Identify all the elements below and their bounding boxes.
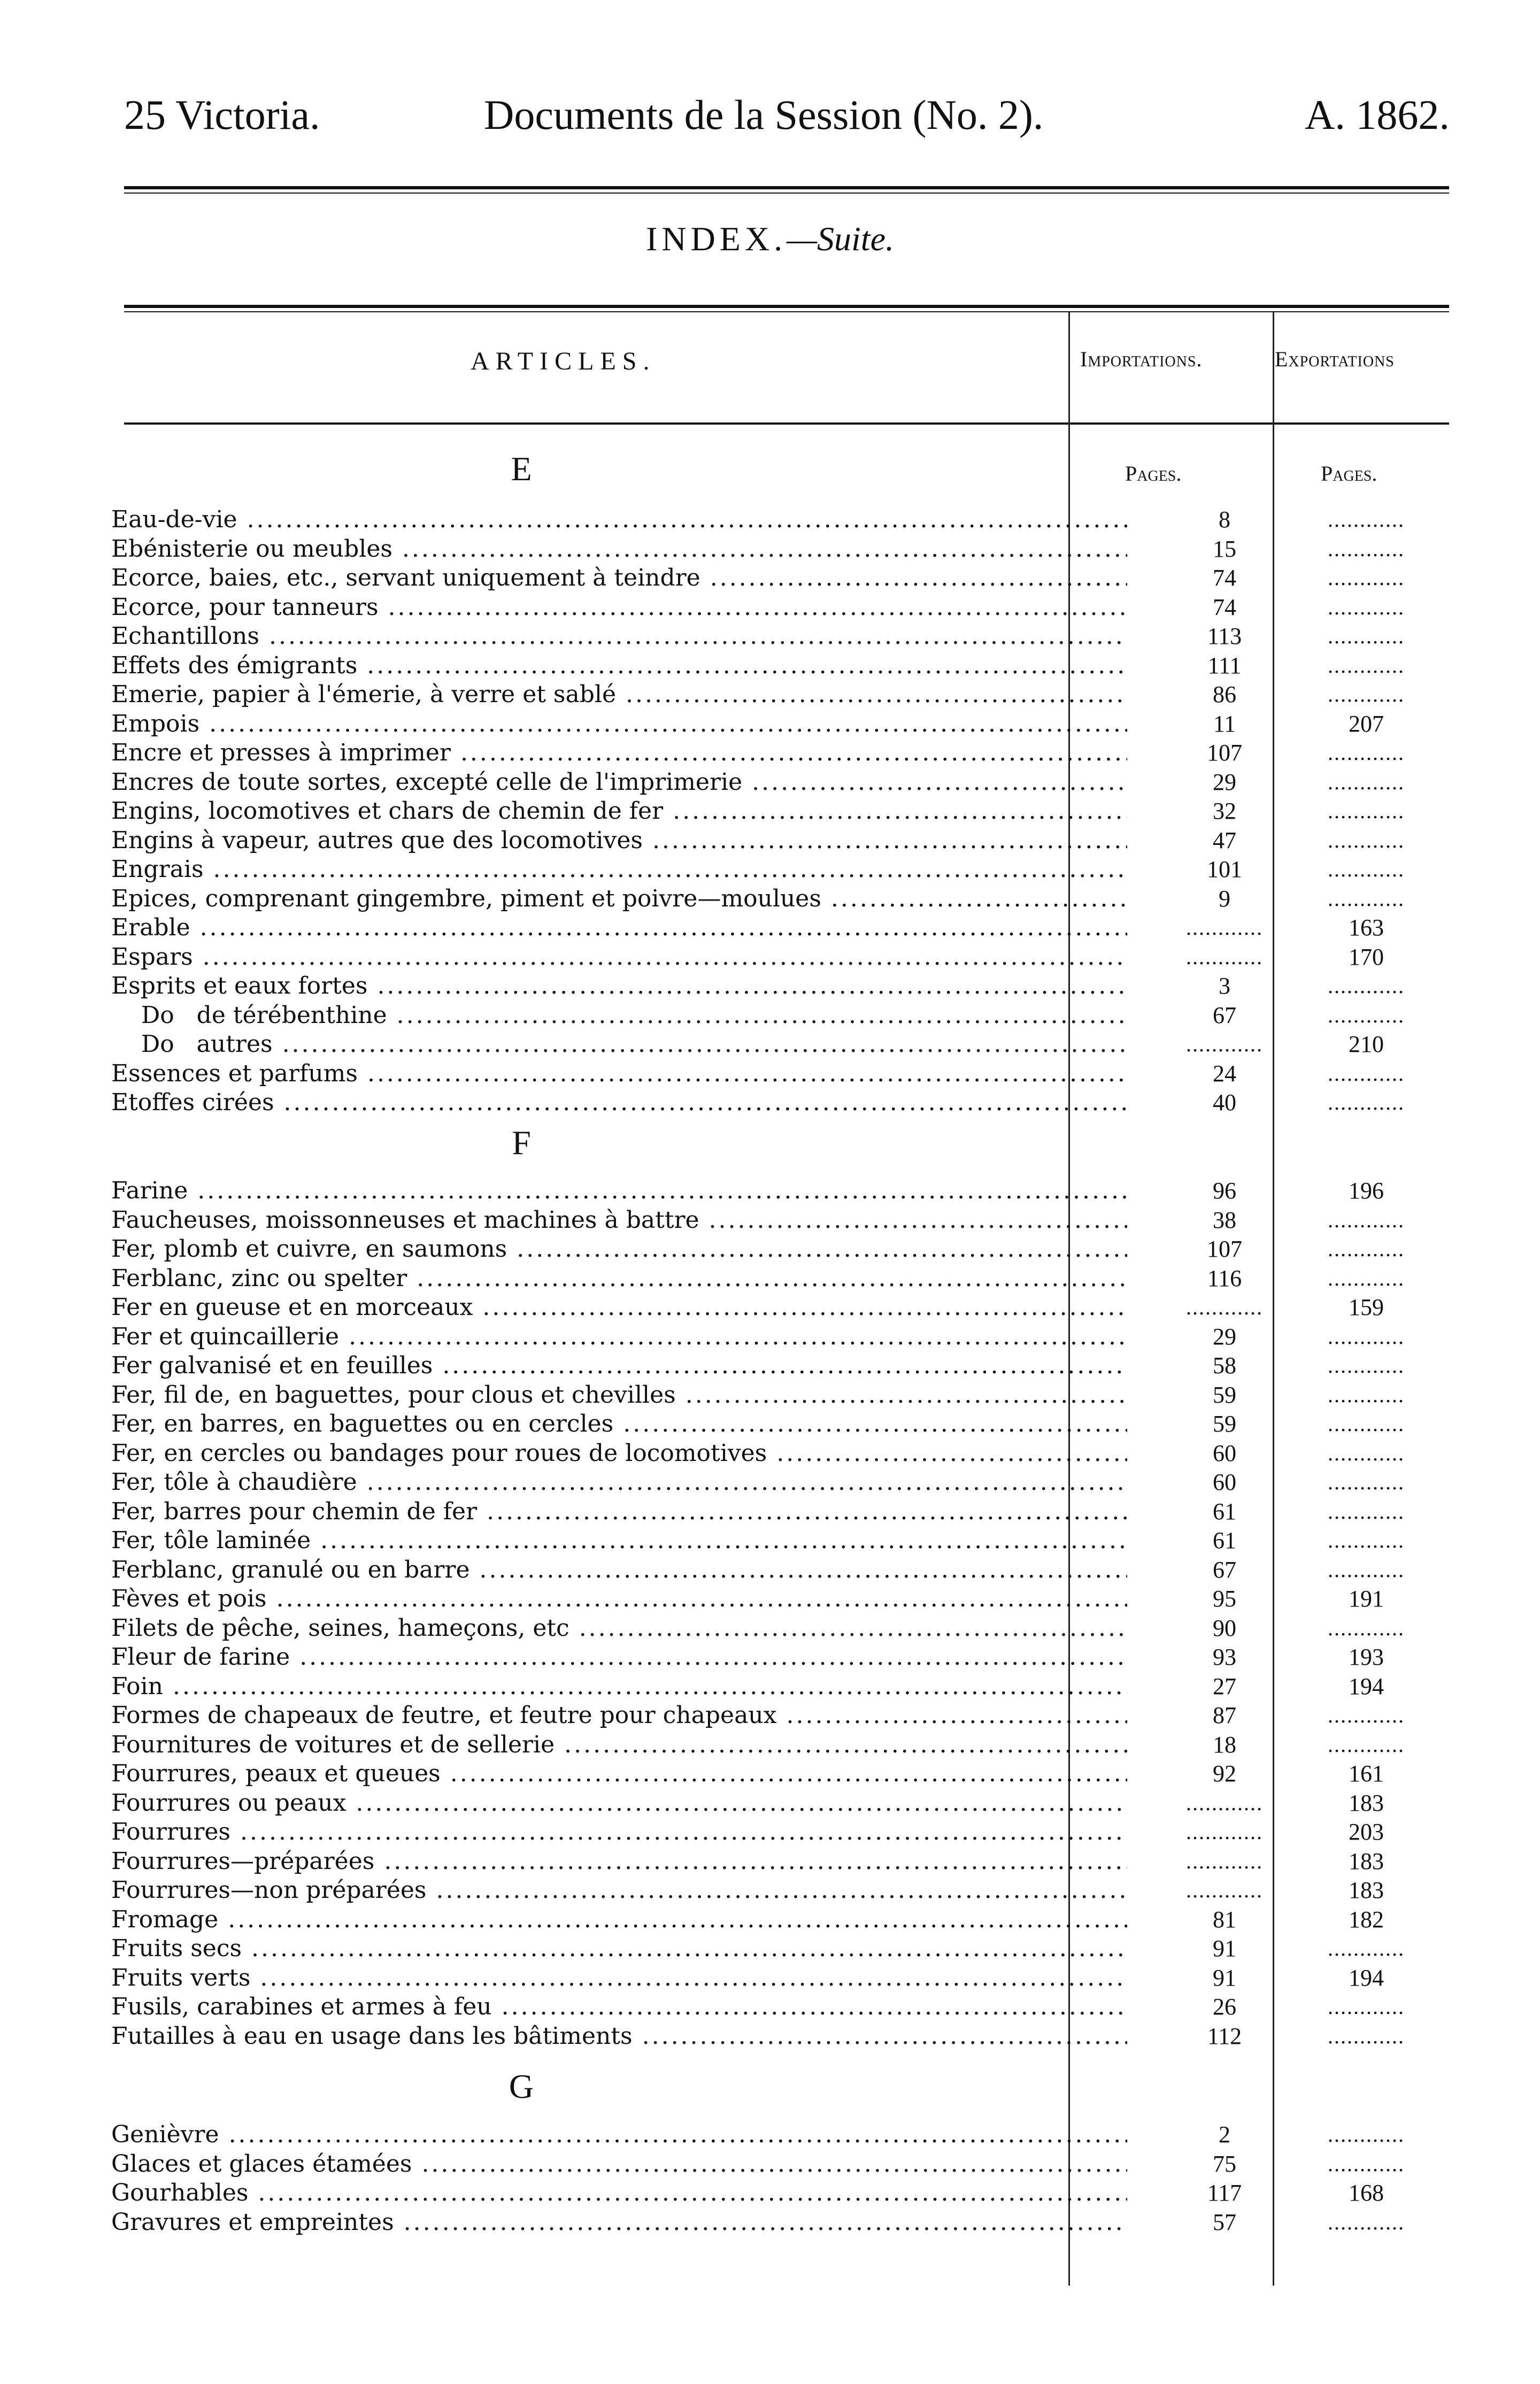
export-page: ............ <box>1328 770 1405 794</box>
article-name: Fer galvanisé et en feuilles ..... <box>111 1351 1127 1380</box>
export-page: ............ <box>1328 1936 1405 1960</box>
import-page: 59 <box>1213 1381 1236 1408</box>
pages-label-imports: Pages. <box>1125 462 1182 486</box>
index-row <box>86 739 1449 767</box>
import-page: 29 <box>1213 1323 1236 1350</box>
import-page: 81 <box>1213 1906 1236 1933</box>
index-row <box>86 1731 1449 1759</box>
import-page: 86 <box>1213 681 1236 707</box>
article-name: Do de térébenthine ..... <box>111 1001 1127 1030</box>
article-name: Fourrures, peaux et queues ..... <box>111 1759 1127 1788</box>
import-page: 112 <box>1207 2022 1242 2049</box>
export-page: ............ <box>1328 1061 1405 1086</box>
index-row <box>86 1556 1449 1585</box>
export-page: ............ <box>1328 2024 1405 2048</box>
import-page: 91 <box>1213 1964 1236 1991</box>
index-row <box>86 768 1449 797</box>
import-page: 93 <box>1213 1644 1236 1670</box>
index-row <box>86 1059 1449 1088</box>
index-row <box>86 1293 1449 1322</box>
article-name: Farine ..... <box>111 1176 1127 1205</box>
export-page: 210 <box>1349 1031 1384 1057</box>
export-page: ............ <box>1328 974 1405 998</box>
index-row <box>86 797 1449 826</box>
article-name: Fleur de farine ..... <box>111 1643 1127 1672</box>
article-name: Effets des émigrants ..... <box>111 651 1127 680</box>
index-row <box>86 1614 1449 1643</box>
article-name: Fusils, carabines et armes à feu ..... <box>111 1993 1127 2021</box>
import-page: 59 <box>1213 1411 1236 1437</box>
export-page: 168 <box>1349 2180 1384 2206</box>
export-page: 191 <box>1349 1586 1384 1612</box>
export-page: ............ <box>1328 1499 1405 1524</box>
index-row <box>86 943 1449 972</box>
article-name: Ferblanc, zinc ou spelter ..... <box>111 1264 1127 1293</box>
export-page: ............ <box>1328 1382 1405 1407</box>
table-top-rule-thin <box>124 311 1449 312</box>
header-center: Documents de la Session (No. 2). <box>484 91 1044 138</box>
export-page: 159 <box>1349 1294 1384 1320</box>
index-row <box>86 1847 1449 1876</box>
pages-label-exports: Pages. <box>1321 462 1377 486</box>
export-page: 194 <box>1349 1964 1384 1991</box>
export-page: ............ <box>1328 682 1405 706</box>
article-name: Fer, tôle laminée ..... <box>111 1526 1127 1555</box>
export-page: ............ <box>1328 1528 1405 1552</box>
export-page: ............ <box>1328 857 1405 881</box>
import-page: 90 <box>1213 1614 1236 1641</box>
import-page: 67 <box>1213 1002 1236 1028</box>
article-name: Encre et presses à imprimer ..... <box>111 739 1127 767</box>
export-page: 183 <box>1349 1877 1384 1903</box>
index-row <box>86 505 1449 534</box>
article-name: Glaces et glaces étamées ..... <box>111 2150 1127 2179</box>
article-name: Fer, fil de, en baguettes, pour clous et chevilles ..... <box>111 1381 1127 1410</box>
index-row <box>86 1322 1449 1351</box>
import-page: 61 <box>1213 1498 1236 1525</box>
article-name: Engrais ..... <box>111 855 1127 884</box>
article-name: Engins, locomotives et chars de chemin de fer ..... <box>111 797 1127 826</box>
export-page: ............ <box>1328 1090 1405 1114</box>
index-row <box>86 1439 1449 1468</box>
import-page: 57 <box>1213 2209 1236 2235</box>
export-page: ............ <box>1328 1470 1405 1494</box>
export-page: ............ <box>1328 1354 1405 1378</box>
export-page: 207 <box>1349 710 1384 737</box>
import-page: 8 <box>1219 506 1230 533</box>
import-page: 74 <box>1213 565 1236 591</box>
export-page: 163 <box>1349 914 1384 941</box>
index-row <box>86 1643 1449 1672</box>
export-page: ............ <box>1328 1616 1405 1640</box>
export-page: 183 <box>1349 1789 1384 1816</box>
export-page: 203 <box>1349 1819 1384 1845</box>
index-row <box>86 1235 1449 1264</box>
export-page: ............ <box>1328 1703 1405 1727</box>
index-row <box>86 651 1449 680</box>
index-row <box>86 1410 1449 1439</box>
import-page: 74 <box>1213 594 1236 620</box>
article-name: Do autres ..... <box>111 1030 1127 1059</box>
import-page: 101 <box>1207 856 1242 882</box>
article-name: Fer, en cercles ou bandages pour roues de locomotives ..... <box>111 1439 1127 1468</box>
import-page: ............ <box>1186 944 1263 969</box>
import-page: 9 <box>1219 885 1230 912</box>
index-row <box>86 1381 1449 1410</box>
section-letter: E <box>511 450 532 488</box>
import-page: 107 <box>1207 740 1242 766</box>
import-page: 38 <box>1213 1206 1236 1233</box>
article-name: Fer en gueuse et en morceaux ..... <box>111 1293 1127 1322</box>
import-page: 3 <box>1219 973 1230 999</box>
article-name: Fourrures—non préparées ..... <box>111 1876 1127 1905</box>
import-page: ............ <box>1186 1295 1263 1319</box>
index-row <box>86 564 1449 593</box>
export-page: ............ <box>1328 1237 1405 1261</box>
index-row <box>86 1964 1449 1993</box>
article-name: Ecorce, pour tanneurs ..... <box>111 593 1127 622</box>
index-row <box>86 1759 1449 1788</box>
export-page: 183 <box>1349 1848 1384 1874</box>
export-page: ............ <box>1328 2210 1405 2234</box>
export-page: ............ <box>1328 566 1405 590</box>
export-page: ............ <box>1328 1266 1405 1290</box>
article-name: Empois ..... <box>111 710 1127 739</box>
index-row <box>86 1526 1449 1555</box>
export-page: 193 <box>1349 1644 1384 1670</box>
index-row <box>86 1585 1449 1613</box>
index-title-main: INDEX. <box>646 220 787 258</box>
column-header-imports: Importations. <box>1080 347 1203 371</box>
index-row <box>86 913 1449 942</box>
import-page: 92 <box>1213 1760 1236 1787</box>
import-page: 95 <box>1213 1586 1236 1612</box>
index-row <box>86 1468 1449 1497</box>
section-letter: G <box>509 2067 534 2105</box>
import-page: 87 <box>1213 1702 1236 1728</box>
export-page: ............ <box>1328 799 1405 823</box>
article-name: Ferblanc, granulé ou en barre ..... <box>111 1556 1127 1585</box>
article-name: Filets de pêche, seines, hameçons, etc ..... <box>111 1614 1127 1643</box>
article-name: Fèves et pois ..... <box>111 1585 1127 1613</box>
column-header-rule <box>124 422 1449 425</box>
article-name: Fourrures ..... <box>111 1818 1127 1847</box>
index-row <box>86 535 1449 564</box>
index-row <box>86 1206 1449 1235</box>
article-name: Fer, tôle à chaudière ..... <box>111 1468 1127 1497</box>
index-row <box>86 1001 1449 1030</box>
index-title-suffix: —Suite. <box>787 220 894 258</box>
article-name: Espars ..... <box>111 943 1127 972</box>
article-name: Futailles à eau en usage dans les bâtiments ..... <box>111 2022 1127 2051</box>
index-row <box>86 2150 1449 2179</box>
header-rule-thin <box>124 193 1449 194</box>
column-header-articles: ARTICLES. <box>471 347 656 375</box>
import-page: 75 <box>1213 2150 1236 2177</box>
article-name: Engins à vapeur, autres que des locomotives ..... <box>111 826 1127 855</box>
index-row <box>86 826 1449 855</box>
article-name: Fer et quincaillerie ..... <box>111 1322 1127 1351</box>
import-page: 111 <box>1207 652 1242 679</box>
index-row <box>86 622 1449 651</box>
import-page: 107 <box>1207 1236 1242 1262</box>
export-page: ............ <box>1328 1208 1405 1232</box>
import-page: 67 <box>1213 1556 1236 1583</box>
import-page: 113 <box>1207 623 1242 649</box>
index-row <box>86 885 1449 913</box>
import-page: 58 <box>1213 1352 1236 1379</box>
index-row <box>86 2022 1449 2051</box>
article-name: Esprits et eaux fortes ..... <box>111 972 1127 1001</box>
index-row <box>86 1993 1449 2021</box>
export-page: 196 <box>1349 1178 1384 1204</box>
index-row <box>86 593 1449 622</box>
article-name: Fourrures ou peaux ..... <box>111 1789 1127 1818</box>
import-page: 27 <box>1213 1673 1236 1699</box>
import-page: 60 <box>1213 1469 1236 1495</box>
index-row <box>86 1672 1449 1701</box>
article-name: Eau-de-vie ..... <box>111 505 1127 534</box>
import-page: 18 <box>1213 1731 1236 1758</box>
import-page: ............ <box>1186 1790 1263 1815</box>
index-row <box>86 1264 1449 1293</box>
import-page: ............ <box>1186 1032 1263 1056</box>
index-row <box>86 710 1449 739</box>
export-page: ............ <box>1328 536 1405 561</box>
article-name: Fruits verts ..... <box>111 1964 1127 1993</box>
index-row <box>86 680 1449 709</box>
import-page: 117 <box>1207 2180 1242 2206</box>
import-page: ............ <box>1186 916 1263 940</box>
export-page: ............ <box>1328 2151 1405 2176</box>
export-page: ............ <box>1328 828 1405 852</box>
article-name: Echantillons ..... <box>111 622 1127 651</box>
import-page: ............ <box>1186 1849 1263 1873</box>
index-row <box>86 1701 1449 1730</box>
index-row <box>86 972 1449 1001</box>
import-page: 15 <box>1213 535 1236 562</box>
export-page: ............ <box>1328 1995 1405 2019</box>
export-page: ............ <box>1328 1003 1405 1027</box>
index-row <box>86 855 1449 884</box>
article-name: Essences et parfums ..... <box>111 1059 1127 1088</box>
article-name: Fer, barres pour chemin de fer ..... <box>111 1497 1127 1526</box>
export-page: ............ <box>1328 507 1405 532</box>
article-name: Emerie, papier à l'émerie, à verre et sablé ..... <box>111 680 1127 709</box>
export-page: ............ <box>1328 1441 1405 1465</box>
article-name: Fruits secs ..... <box>111 1934 1127 1963</box>
index-row <box>86 2120 1449 2149</box>
index-row <box>86 1876 1449 1905</box>
article-name: Epices, comprenant gingembre, piment et poivre—moulues ..... <box>111 885 1127 913</box>
export-page: 161 <box>1349 1760 1384 1787</box>
index-row <box>86 1030 1449 1059</box>
import-page: ............ <box>1186 1878 1263 1902</box>
export-page: ............ <box>1328 595 1405 619</box>
article-name: Faucheuses, moissonneuses et machines à battre ..... <box>111 1206 1127 1235</box>
article-name: Fournitures de voitures et de sellerie ..... <box>111 1731 1127 1759</box>
article-name: Gravures et empreintes ..... <box>111 2208 1127 2237</box>
article-name: Etoffes cirées ..... <box>111 1088 1127 1117</box>
export-page: 182 <box>1349 1906 1384 1933</box>
export-page: ............ <box>1328 1412 1405 1436</box>
import-page: 11 <box>1213 710 1236 737</box>
export-page: ............ <box>1328 1557 1405 1582</box>
index-row <box>86 1818 1449 1847</box>
index-row <box>86 2208 1449 2237</box>
export-page: ............ <box>1328 741 1405 765</box>
article-name: Encres de toute sortes, excepté celle de l'imprimerie ..... <box>111 768 1127 797</box>
import-page: 47 <box>1213 827 1236 853</box>
import-page: ............ <box>1186 1820 1263 1844</box>
import-page: 60 <box>1213 1440 1236 1466</box>
article-name: Erable ..... <box>111 913 1127 942</box>
index-row <box>86 1934 1449 1963</box>
export-page: 194 <box>1349 1673 1384 1699</box>
index-row <box>86 1351 1449 1380</box>
export-page: ............ <box>1328 1324 1405 1349</box>
article-name: Fer, en barres, en baguettes ou en cercles ..... <box>111 1410 1127 1439</box>
index-row <box>86 1905 1449 1934</box>
import-page: 24 <box>1213 1060 1236 1087</box>
import-page: 29 <box>1213 768 1236 795</box>
header-right: A. 1862. <box>1305 91 1450 138</box>
import-page: 61 <box>1213 1527 1236 1554</box>
article-name: Ecorce, baies, etc., servant uniquement à teindre ..... <box>111 564 1127 593</box>
index-title <box>0 219 1540 259</box>
index-row <box>86 1789 1449 1818</box>
export-page: ............ <box>1328 1732 1405 1757</box>
column-header-exports: Exportations <box>1275 347 1395 371</box>
index-row <box>86 1088 1449 1117</box>
import-page: 96 <box>1213 1178 1236 1204</box>
import-page: 26 <box>1213 1994 1236 2020</box>
article-name: Formes de chapeaux de feutre, et feutre pour chapeaux ..... <box>111 1701 1127 1730</box>
table-top-rule-thick <box>124 305 1449 308</box>
export-page: 170 <box>1349 943 1384 970</box>
import-page: 116 <box>1207 1265 1242 1291</box>
article-name: Fer, plomb et cuivre, en saumons ..... <box>111 1235 1127 1264</box>
import-page: 32 <box>1213 798 1236 824</box>
article-name: Fromage ..... <box>111 1905 1127 1934</box>
export-page: ............ <box>1328 653 1405 678</box>
export-page: ............ <box>1328 886 1405 911</box>
import-page: 91 <box>1213 1935 1236 1962</box>
section-letter: F <box>512 1124 531 1162</box>
export-page: ............ <box>1328 624 1405 648</box>
header-rule-thick <box>124 186 1449 189</box>
import-page: 2 <box>1219 2121 1230 2148</box>
article-name: Fourrures—préparées ..... <box>111 1847 1127 1876</box>
article-name: Genièvre ..... <box>111 2120 1127 2149</box>
export-page: ............ <box>1328 2122 1405 2147</box>
article-name: Ebénisterie ou meubles ..... <box>111 535 1127 564</box>
index-row <box>86 2179 1449 2208</box>
article-name: Foin ..... <box>111 1672 1127 1701</box>
article-name: Gourhables ..... <box>111 2179 1127 2208</box>
index-row <box>86 1176 1449 1205</box>
import-page: 40 <box>1213 1089 1236 1116</box>
header-left: 25 Victoria. <box>124 91 320 138</box>
index-row <box>86 1497 1449 1526</box>
